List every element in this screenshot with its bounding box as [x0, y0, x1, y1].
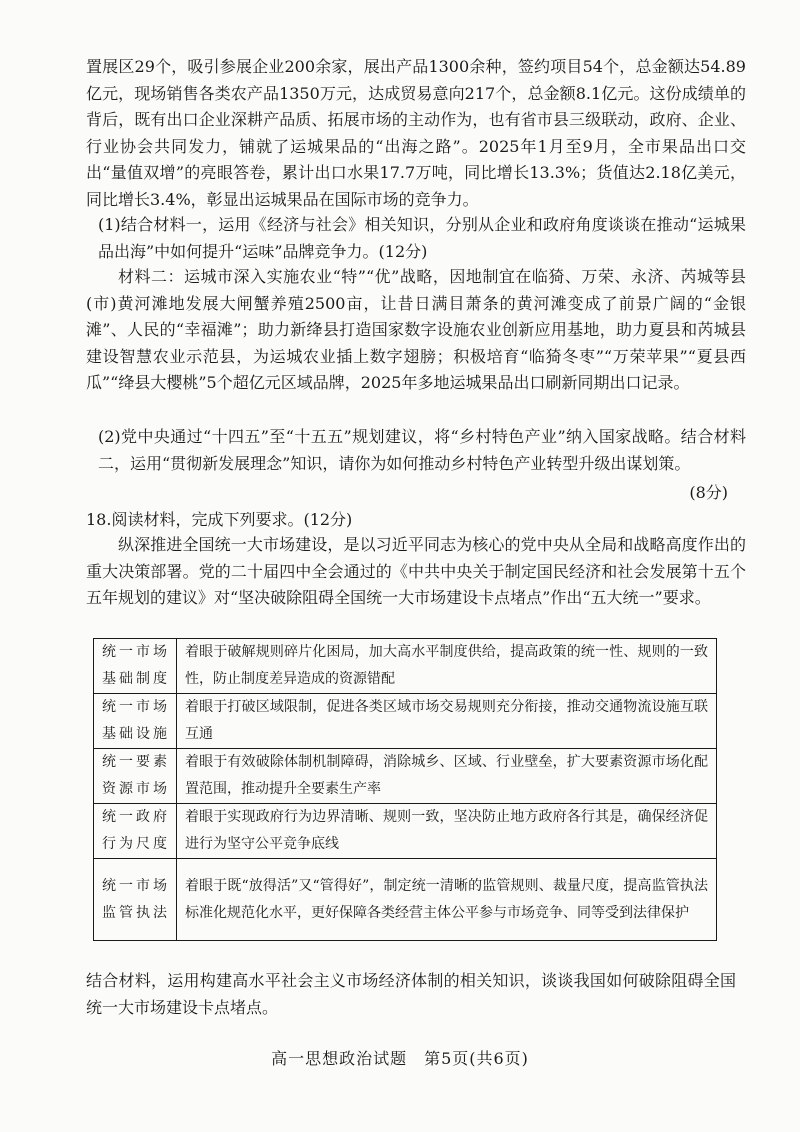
table-term-line: 统一市场: [102, 877, 168, 894]
five-unifications-table: [93, 638, 717, 941]
material1-continuation: 置展区29个，吸引参展企业200余家，展出产品1300余种，签约项目54个，总金额达54.89亿元，现场销售各类农产品1350万元，达成贸易意向217个，总金额8.1亿元。这份成绩单的背后，既有出口企业深耕产品质、拓展市场的主动作为，也有省市县三级联动，政府、企业、行业协会共同发力，铺就了运城果品的“出海之路”。2025年1月至9月，全市果品出口交出“量值双增”的亮眼答卷，累计出口水果17.7万吨，同比增长13.3%；货值达2.18亿美元，同比增长3.4%，彰显出运城果品在国际市场的竞争力。: [86, 57, 746, 209]
question-1-text: (1)结合材料一，运用《经济与社会》相关知识，分别从企业和政府角度谈谈在推动“运城果品出海”中如何提升“运味”品牌竞争力。(12分): [98, 215, 746, 261]
table-row: [94, 749, 717, 804]
table-term-line: 基础制度: [102, 671, 168, 687]
table-term-line: 资源市场: [102, 781, 168, 797]
table-desc-cell: 着眼于有效破除体制机制障碍，消除城乡、区域、行业壁垒，扩大要素资源市场化配置范围，推动提升全要素生产率: [177, 749, 717, 804]
table-desc-cell: 着眼于既“放得活”又“管得好”，制定统一清晰的监管规则、裁量尺度，提高监管执法标准化规范化水平，更好保障各类经营主体公平参与市场竞争、同等受到法律保护: [177, 859, 717, 941]
question-18-intro: 纵深推进全国统一大市场建设，是以习近平同志为核心的党中央从全局和战略高度作出的重大决策部署。党的二十届四中全会通过的《中共中央关于制定国民经济和社会发展第十五个五年规划的建议》对“坚决破除阻碍全国统一大市场建设卡点堵点”作出“五大统一”要求。: [86, 535, 746, 607]
table-term-line: 统一要素: [102, 754, 168, 770]
table-term-line: 统一市场: [102, 644, 168, 660]
table-row: [94, 694, 717, 749]
table-term-cell: [94, 749, 177, 804]
table-row: [94, 639, 717, 694]
question-2: (2)党中央通过“十四五”至“十五五”规划建议，将“乡村特色产业”纳入国家战略。结合材料二，运用“贯彻新发展理念”知识，请你为如何推动乡村特色产业转型升级出谋划策。: [98, 427, 746, 473]
question-1: [98, 212, 746, 265]
table-desc-cell: 着眼于打破区域限制，促进各类区域市场交易规则充分衔接，推动交通物流设施互联互通: [177, 694, 717, 749]
table-term-cell: [94, 639, 177, 694]
table-term-line: 基础设施: [102, 726, 168, 742]
table-term-cell: [94, 804, 177, 859]
material2-paragraph: 材料二：运城市深入实施农业“特”“优”战略，因地制宜在临猗、万荣、永济、芮城等县(市)黄河滩地发展大闸蟹养殖2500亩，让昔日满目萧条的黄河滩变成了前景广阔的“金银滩”、人民的“幸福滩”；助力新绛县打造国家数字设施农业创新应用基地，助力夏县和芮城县建设智慧农业示范县，为运城农业插上数字翅膀；积极培育“临猗冬枣”“万荣苹果”“夏县西瓜”“绛县大樱桃”5个超亿元区域品牌，2025年多地运城果品出口刷新同期出口记录。: [86, 267, 746, 392]
table-desc-cell: 着眼于实现政府行为边界清晰、规则一致，坚决防止地方政府各行其是，确保经济促进行为坚守公平竞争底线: [177, 804, 717, 859]
table-term-line: 行为尺度: [102, 836, 168, 852]
table-term-cell: [94, 859, 177, 941]
table-term-line: 统一市场: [102, 699, 168, 715]
table-term-cell: [94, 694, 177, 749]
table-row: [94, 859, 717, 941]
table-desc-cell: 着眼于破解规则碎片化困局，加大高水平制度供给，提高政策的统一性、规则的一致性，防止制度差异造成的资源错配: [177, 639, 717, 694]
page-footer: 高一思想政治试题 第5页(共6页): [271, 1049, 529, 1068]
question-2-score: (8分): [689, 483, 728, 502]
table-term-line: 监管执法: [102, 904, 168, 921]
question-18-title: 18.阅读材料，完成下列要求。(12分): [86, 510, 353, 529]
table-row: [94, 804, 717, 859]
question-18-task: 结合材料，运用构建高水平社会主义市场经济体制的相关知识，谈谈我国如何破除阻碍全国统一大市场建设卡点堵点。: [86, 971, 736, 1017]
table-term-line: 统一政府: [102, 809, 168, 825]
